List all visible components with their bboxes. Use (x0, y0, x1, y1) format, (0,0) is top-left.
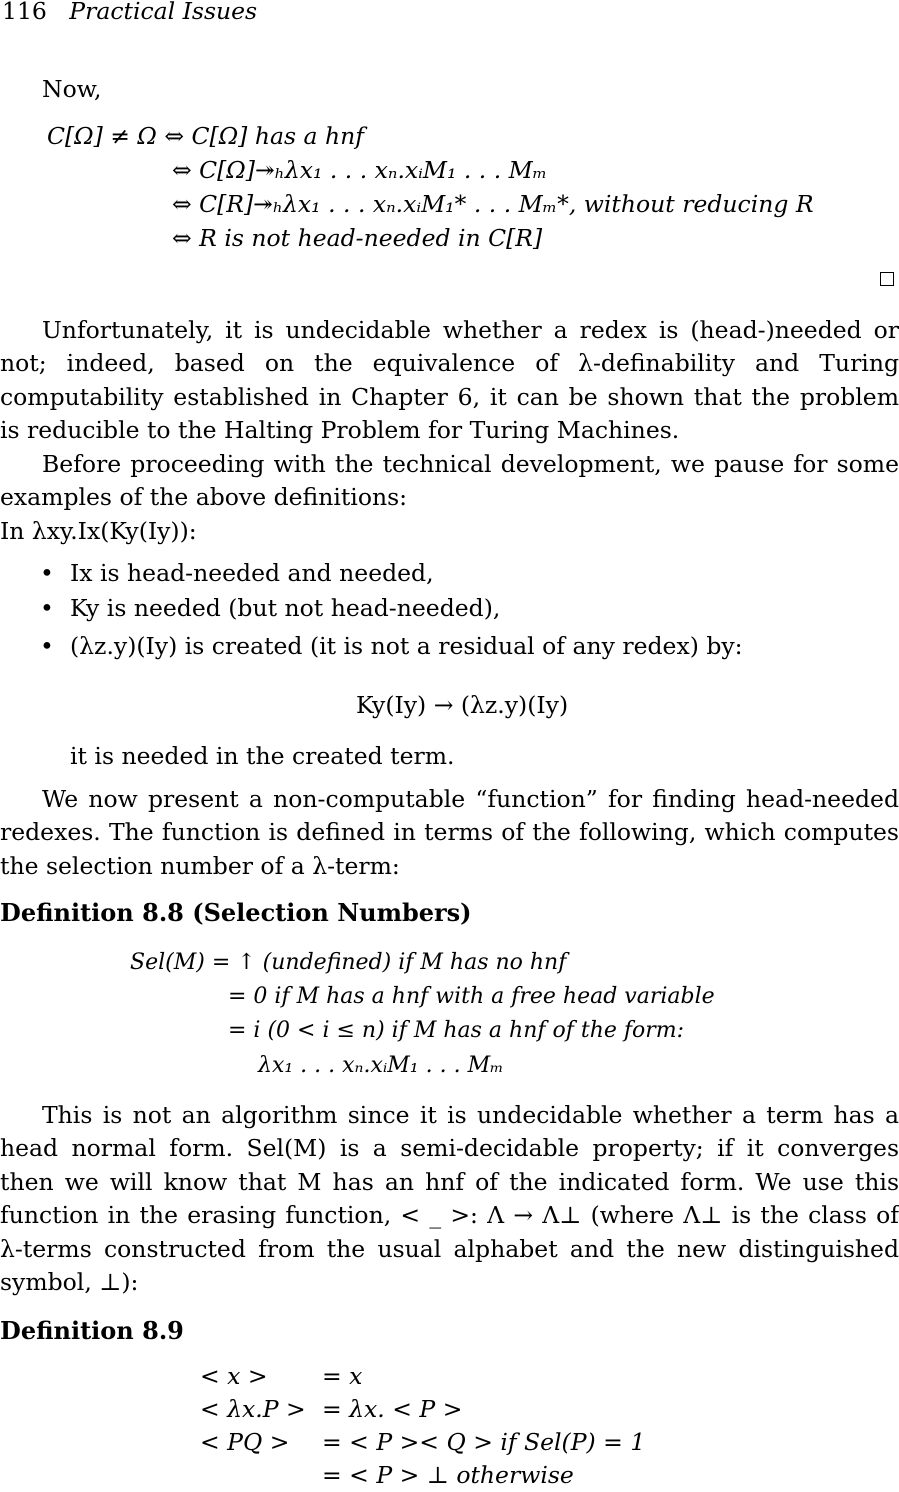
definition-8-9-lhs: < PQ > (200, 1428, 290, 1456)
paragraph-undecidable-text: Unfortunately, it is undecidable whether a redex is (head-)needed or not; indeed, based on the equivalence of λ-definability and Turing computability established in Chapter 6, it can be shown that the problem is reducible to the Halting Problem for Turing Machines. (0, 316, 899, 445)
bullet-item: • (λz.y)(Iy) is created (it is not a residual of any redex) by: (40, 632, 743, 660)
bullet-continuation: it is needed in the created term. (70, 742, 455, 770)
paragraph-examples-text: Before proceeding with the technical development, we pause for some examples of the above definitions: (0, 450, 899, 512)
bullet-text: Ix is head-needed and needed, (70, 559, 434, 587)
page-number: 116 (2, 0, 47, 25)
definition-8-8-line: = i (0 < i ≤ n) if M has a hnf of the form: (228, 1018, 685, 1043)
paragraph-selection-intro (0, 783, 899, 883)
definition-8-9-title: Definition 8.9 (0, 1316, 184, 1345)
definition-8-8-line: = 0 if M has a hnf with a free head variable (228, 984, 715, 1009)
definition-8-8-line: Sel(M) = ↑ (undefined) if M has no hnf (130, 950, 567, 975)
definition-8-9-lhs: < x > (200, 1362, 268, 1390)
definition-8-9-rhs: = < P >< Q > if Sel(P) = 1 (322, 1428, 646, 1456)
paragraph-examples (0, 448, 899, 515)
running-header (2, 0, 257, 28)
example-term: In λxy.Ix(Ky(Iy)): (0, 517, 197, 545)
qed-box-icon (880, 272, 894, 286)
paragraph-erasing-text: This is not an algorithm since it is undecidable whether a term has a head normal form. Sel(M) is a semi-decidable property; if it converges then we will know that M has an hnf of the indicated form. We use this function in the erasing function, < _ >: Λ → Λ⊥ (where Λ⊥ is the class of λ-terms constructed from the usual alphabet and the new distinguished symbol, ⊥): (0, 1101, 899, 1297)
proof-now: Now, (42, 75, 102, 103)
paragraph-undecidable (0, 314, 899, 448)
bullet-text: (λz.y)(Iy) is created (it is not a residual of any redex) by: (70, 632, 743, 660)
paragraph-erasing (0, 1099, 899, 1299)
definition-8-9-rhs: = x (322, 1362, 363, 1390)
bullet-item: • Ky is needed (but not head-needed), (40, 594, 501, 622)
display-equation: Ky(Iy) → (λz.y)(Iy) (356, 691, 569, 719)
proof-line-4: ⇔ R is not head-needed in C[R] (172, 224, 543, 252)
proof-line-3: ⇔ C[R]↠ₕλx₁ . . . xₙ.xᵢM₁* . . . Mₘ*, without reducing R (172, 190, 814, 218)
running-title: Practical Issues (69, 0, 258, 25)
bullet-item: • Ix is head-needed and needed, (40, 559, 434, 587)
definition-8-9-rhs: = λx. < P > (322, 1395, 463, 1423)
paragraph-selection-intro-text: We now present a non-computable “function” for finding head-needed redexes. The function is defined in terms of the following, which computes the selection number of a λ-term: (0, 785, 899, 880)
proof-line-1: C[Ω] ≠ Ω ⇔ C[Ω] has a hnf (47, 122, 364, 150)
definition-8-9-rhs: = < P > ⊥ otherwise (322, 1461, 574, 1489)
proof-line-2: ⇔ C[Ω]↠ₕλx₁ . . . xₙ.xᵢM₁ . . . Mₘ (172, 156, 548, 184)
definition-8-8-line: λx₁ . . . xₙ.xᵢM₁ . . . Mₘ (258, 1053, 504, 1078)
definition-8-9-lhs: < λx.P > (200, 1395, 306, 1423)
definition-8-8-title: Definition 8.8 (Selection Numbers) (0, 898, 472, 927)
bullet-text: Ky is needed (but not head-needed), (70, 594, 501, 622)
